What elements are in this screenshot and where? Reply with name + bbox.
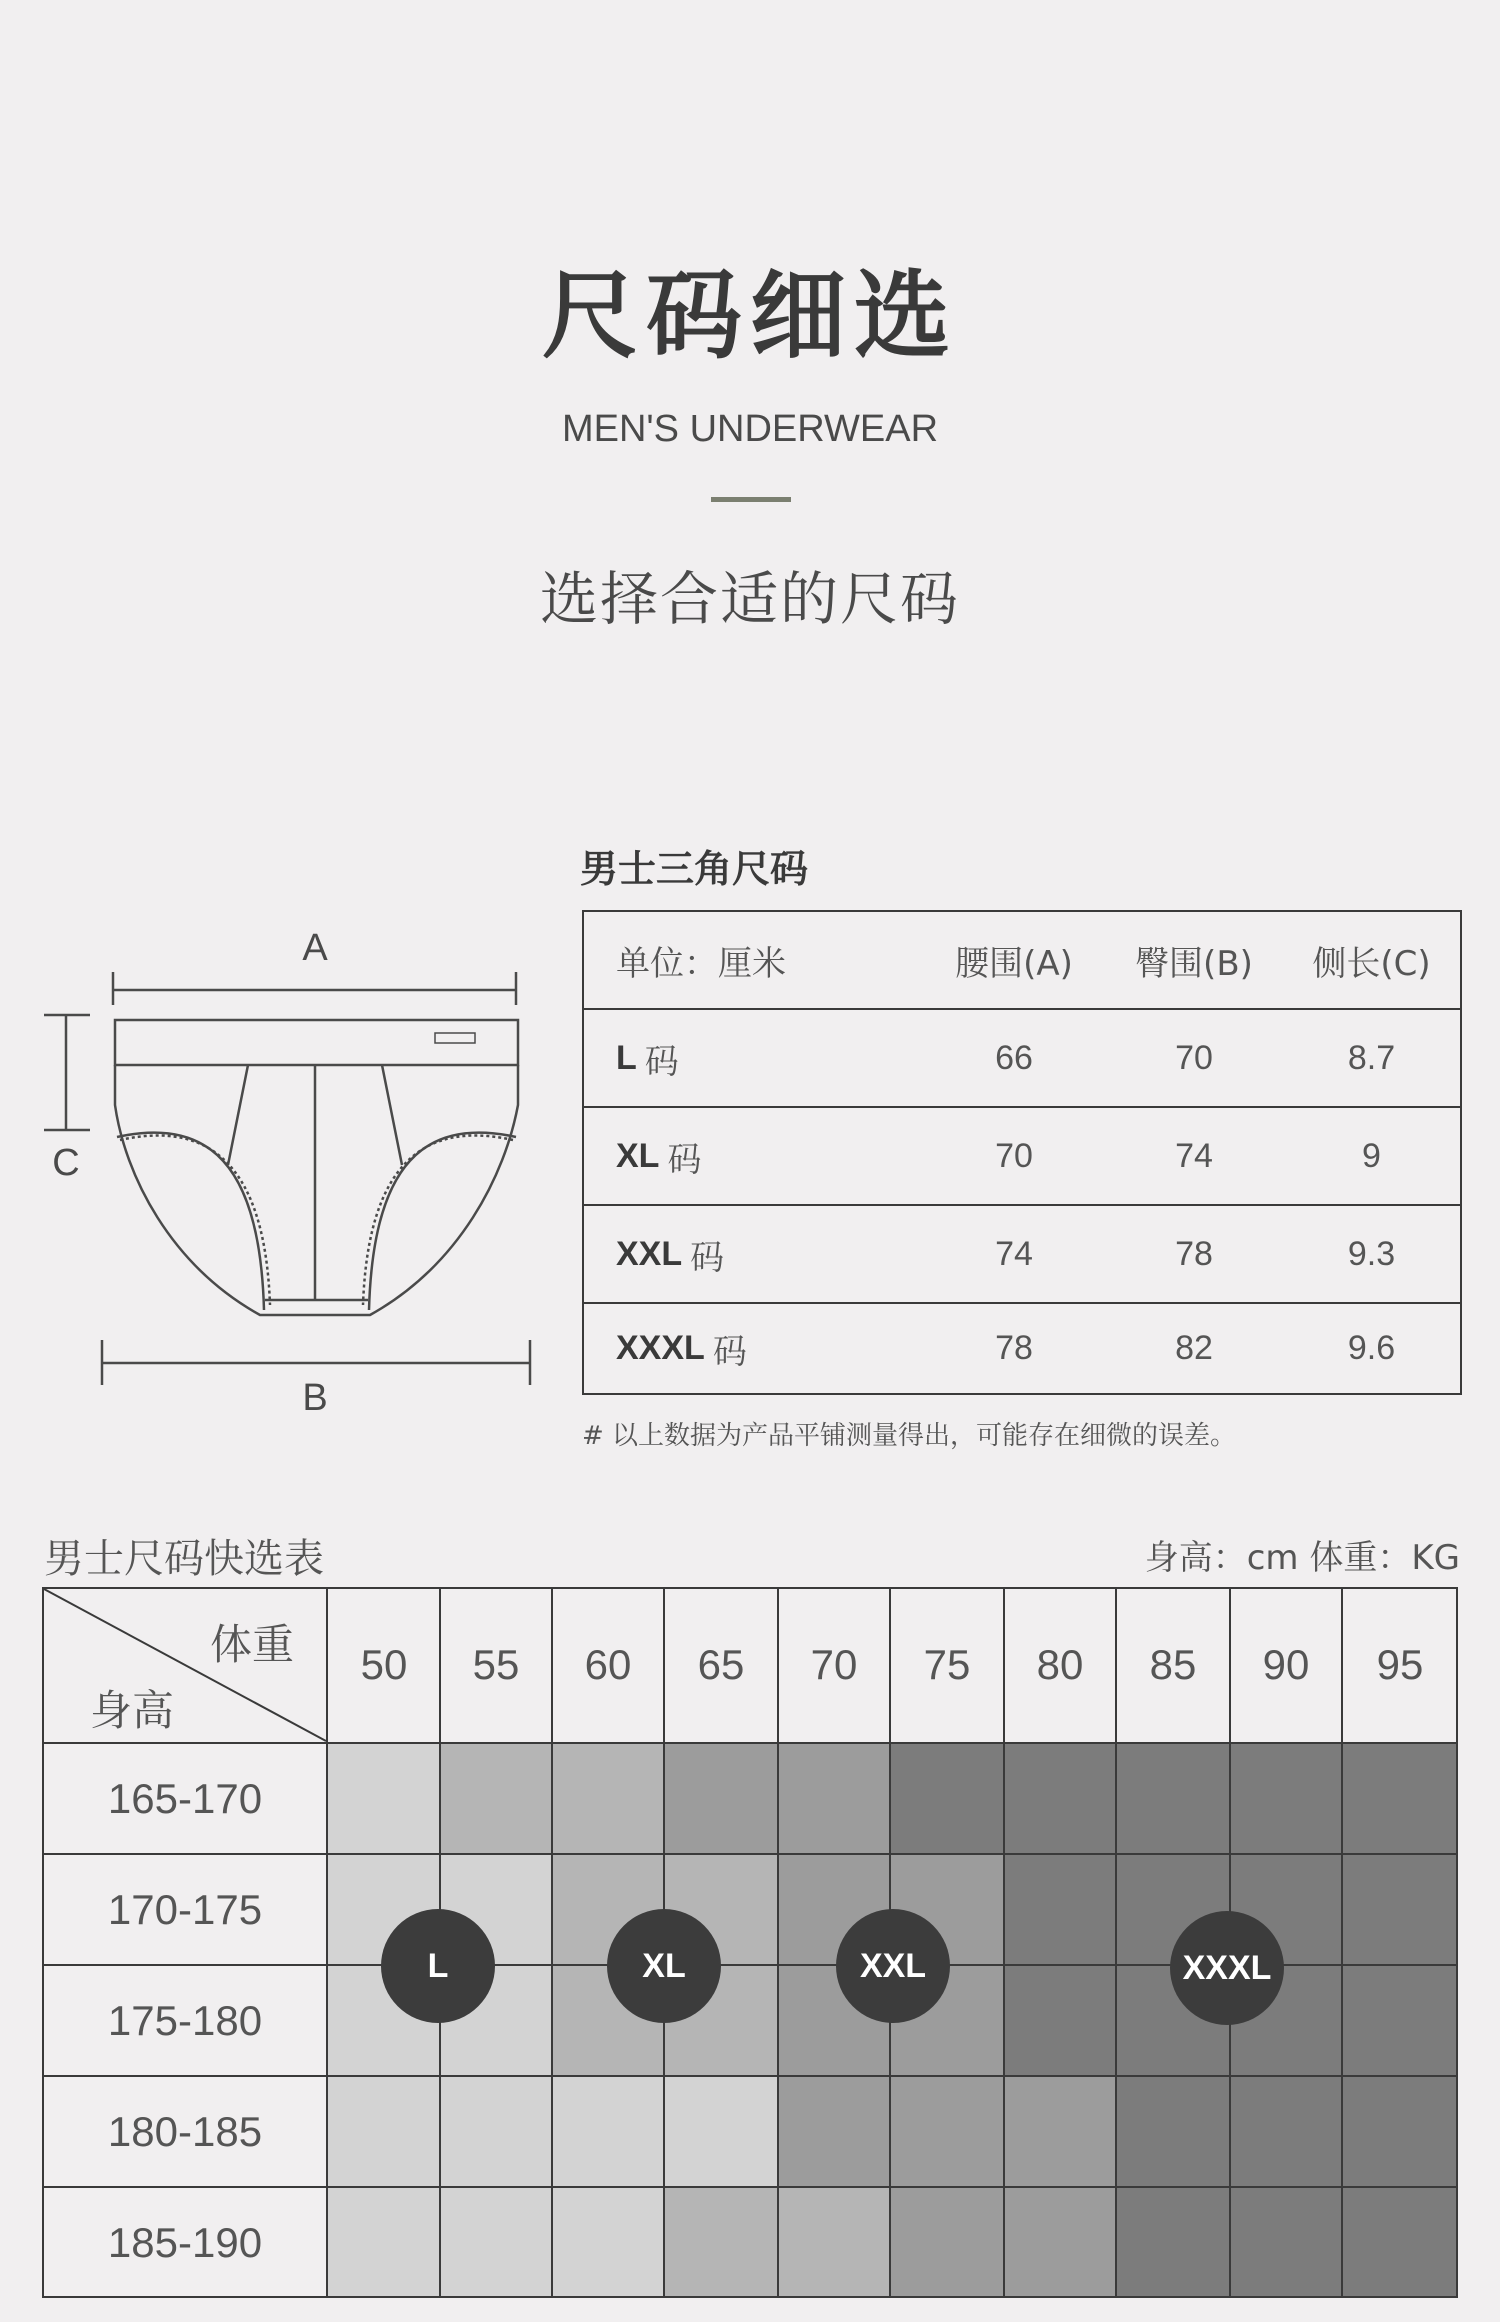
size-zone-cell [1230, 2076, 1342, 2187]
briefs-front-seam-right [382, 1065, 402, 1165]
size-table-header-row [584, 912, 1460, 1008]
size-zone-cell [778, 2187, 890, 2298]
grid-col-divider [777, 1587, 779, 2298]
quick-chart-title: 男士尺码快选表 [44, 1536, 324, 1582]
page-title: 尺码细选 [542, 260, 958, 372]
grid-right-border [1456, 1587, 1458, 2298]
size-zone-cell [552, 2187, 664, 2298]
size-unit: 码 [690, 1237, 725, 1278]
size-badge-l: L [381, 1909, 495, 2023]
size-row-l [584, 1008, 1460, 1106]
header-unit: 单位：厘米 [616, 943, 786, 984]
size-code: XL [616, 1136, 660, 1175]
dim-c-label: C [52, 1142, 80, 1184]
briefs-body-outline [115, 1065, 518, 1315]
weight-header: 75 [923, 1640, 971, 1688]
size-row-xxl [584, 1204, 1460, 1302]
side-length-value: 9.6 [1347, 1329, 1396, 1367]
size-zone-cell [1116, 2076, 1230, 2187]
briefs-left-leg-edge [117, 1133, 264, 1310]
grid-bottom-border [42, 2296, 1458, 2298]
waist-value: 66 [995, 1038, 1033, 1077]
briefs-left-leg-seam [120, 1135, 270, 1305]
size-zone-cell [328, 2076, 440, 2187]
corner-height-label: 身高 [90, 1686, 175, 1735]
grid-left-border [42, 1587, 44, 2298]
size-table [582, 910, 1462, 1395]
size-zone-cell [1004, 1965, 1116, 2076]
size-zone-cell [664, 2187, 778, 2298]
dim-b-label: B [302, 1377, 328, 1415]
side-length-value: 9 [1362, 1136, 1381, 1175]
size-zone-cell [1116, 2187, 1230, 2298]
size-badge-xxxl: XXXL [1170, 1911, 1284, 2025]
size-unit: 码 [712, 1332, 747, 1372]
size-zone-cell [1004, 1743, 1116, 1854]
size-zone-cell [1230, 1743, 1342, 1854]
weight-header: 80 [1036, 1640, 1084, 1688]
height-header: 180-185 [107, 2107, 263, 2155]
weight-header: 90 [1262, 1640, 1310, 1688]
side-length-value: 9.3 [1347, 1234, 1396, 1273]
corner-weight-label: 体重 [210, 1620, 295, 1669]
height-header: 170-175 [107, 1885, 263, 1933]
page-tagline: 选择合适的尺码 [539, 565, 960, 633]
weight-header: 50 [360, 1640, 408, 1688]
size-code: XXL [616, 1234, 683, 1273]
size-zone-cell [664, 1743, 778, 1854]
brief-chart-title: 男士三角尺码 [580, 847, 809, 891]
waist-value: 70 [995, 1136, 1033, 1175]
size-code: L [616, 1038, 637, 1077]
weight-header: 65 [697, 1640, 745, 1688]
brand-logo-mark [435, 1033, 475, 1043]
hip-value: 70 [1175, 1038, 1213, 1077]
grid-top-border [42, 1587, 1458, 1589]
title-divider [711, 497, 791, 502]
grid-row-divider [42, 2075, 1458, 2077]
height-header: 175-180 [107, 1996, 263, 2044]
size-badge-xl: XL [607, 1909, 721, 2023]
header-side-length: 侧长(C) [1312, 943, 1431, 984]
weight-header: 70 [810, 1640, 858, 1688]
grid-row-divider [42, 1853, 1458, 1855]
header-waist: 腰围(A) [955, 943, 1073, 984]
dim-a-label: A [302, 927, 328, 969]
size-zone-cell [1342, 1965, 1458, 2076]
size-zone-cell [778, 2076, 890, 2187]
page-subtitle: MEN'S UNDERWEAR [561, 408, 939, 450]
measurement-note: # 以上数据为产品平铺测量得出，可能存在细微的误差。 [582, 1421, 1237, 1451]
weight-header: 55 [472, 1640, 520, 1688]
grid-row-divider [42, 1742, 1458, 1744]
quick-chart-units: 身高：cm 体重：KG [1144, 1538, 1460, 1578]
size-zone-cell [1342, 2076, 1458, 2187]
size-code: XXXL [616, 1329, 705, 1367]
size-row-xxxl [584, 1302, 1460, 1393]
size-zone-cell [440, 2187, 552, 2298]
weight-header: 60 [584, 1640, 632, 1688]
size-zone-cell [552, 1743, 664, 1854]
grid-col-divider [1341, 1587, 1343, 2298]
size-zone-cell [1116, 1743, 1230, 1854]
size-zone-cell [440, 2076, 552, 2187]
waist-value: 78 [995, 1329, 1033, 1367]
grid-col-divider [1115, 1587, 1117, 2298]
briefs-measurement-diagram [30, 915, 550, 1415]
size-zone-cell [1004, 2076, 1116, 2187]
size-zone-cell [890, 2187, 1004, 2298]
size-zone-cell [1342, 2187, 1458, 2298]
hip-value: 78 [1175, 1234, 1213, 1273]
briefs-right-leg-edge [369, 1133, 516, 1310]
size-zone-cell [1004, 2187, 1116, 2298]
hip-value: 82 [1175, 1329, 1213, 1367]
size-unit: 码 [644, 1041, 679, 1082]
size-zone-cell [440, 1743, 552, 1854]
height-header: 185-190 [107, 2218, 263, 2266]
side-length-value: 8.7 [1347, 1038, 1396, 1077]
size-row-xl [584, 1106, 1460, 1204]
grid-col-divider [1003, 1587, 1005, 2298]
size-zone-cell [328, 1743, 440, 1854]
size-zone-cell [1230, 2187, 1342, 2298]
size-zone-cell [890, 2076, 1004, 2187]
size-zone-cell [1004, 1854, 1116, 1965]
size-badge-xxl: XXL [836, 1909, 950, 2023]
grid-row-divider [42, 2186, 1458, 2188]
weight-header: 85 [1149, 1640, 1197, 1688]
size-zone-cell [890, 1743, 1004, 1854]
size-zone-cell [778, 1743, 890, 1854]
height-header: 165-170 [107, 1774, 263, 1822]
size-zone-cell [1342, 1743, 1458, 1854]
briefs-right-leg-seam [363, 1135, 513, 1305]
weight-header: 95 [1376, 1640, 1424, 1688]
size-zone-cell [328, 2187, 440, 2298]
hip-value: 74 [1175, 1136, 1213, 1175]
grid-col-divider [326, 1587, 328, 2298]
header-hip: 臀围(B) [1135, 943, 1253, 984]
briefs-front-seam-left [228, 1065, 248, 1165]
size-zone-cell [1342, 1854, 1458, 1965]
size-zone-cell [664, 2076, 778, 2187]
waist-value: 74 [995, 1234, 1033, 1273]
size-zone-cell [552, 2076, 664, 2187]
size-unit: 码 [667, 1139, 702, 1180]
grid-col-divider [551, 1587, 553, 2298]
